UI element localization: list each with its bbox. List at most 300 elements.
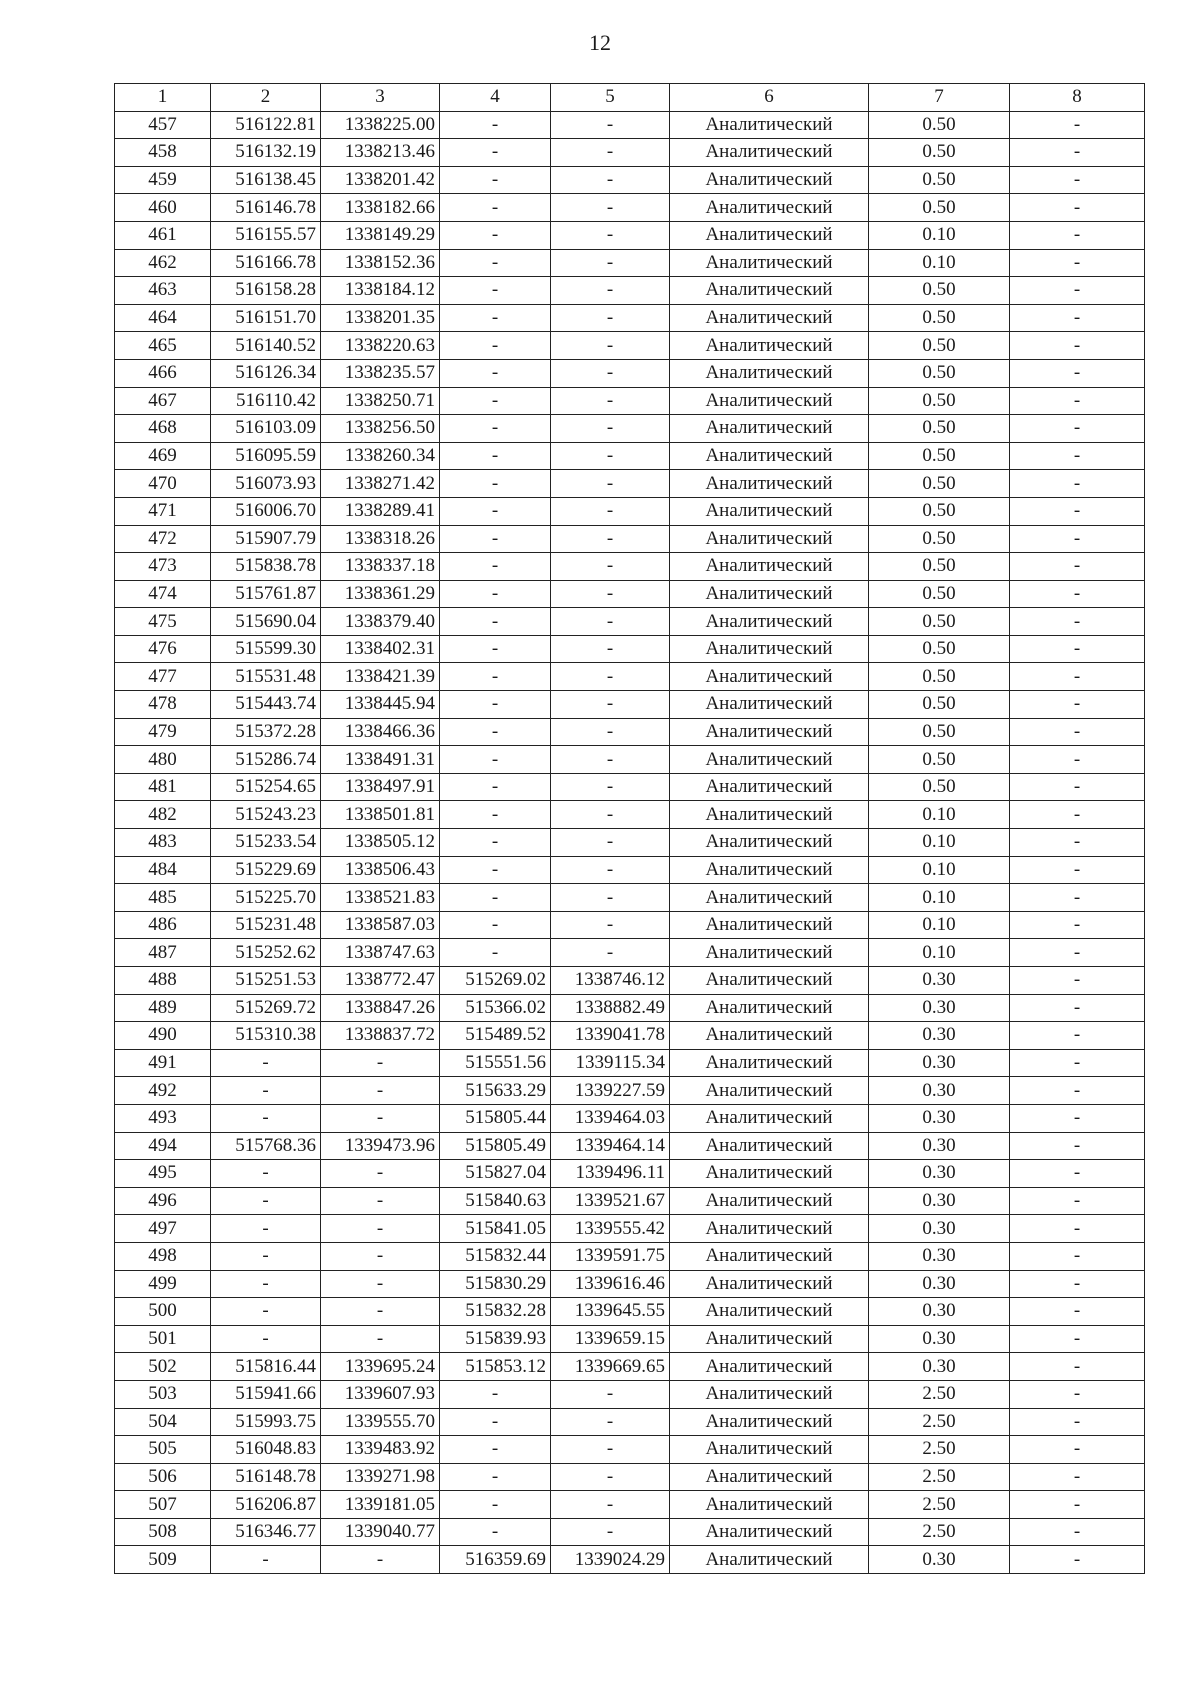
accuracy-cell: 0.30 (869, 1270, 1010, 1298)
note-cell: - (1010, 359, 1145, 387)
point-number-cell: 462 (115, 249, 211, 277)
accuracy-cell: 0.10 (869, 911, 1010, 939)
table-row (115, 1077, 1145, 1105)
accuracy-cell: 0.10 (869, 249, 1010, 277)
x-coordinate-alt-cell: 515832.44 (440, 1242, 551, 1270)
table-row (115, 1270, 1145, 1298)
method-cell: Аналитический (670, 553, 869, 581)
table-row (115, 580, 1145, 608)
method-cell: Аналитический (670, 1077, 869, 1105)
method-cell: Аналитический (670, 470, 869, 498)
y-coordinate-cell: 1338213.46 (321, 139, 440, 167)
point-number-cell: 502 (115, 1353, 211, 1381)
x-coordinate-cell: - (211, 1546, 321, 1574)
point-number-cell: 479 (115, 718, 211, 746)
y-coordinate-alt-cell: - (551, 608, 670, 636)
method-cell: Аналитический (670, 718, 869, 746)
x-coordinate-cell: 515531.48 (211, 663, 321, 691)
table-row (115, 801, 1145, 829)
y-coordinate-cell: 1338201.35 (321, 304, 440, 332)
point-number-cell: 484 (115, 856, 211, 884)
x-coordinate-cell: 516140.52 (211, 332, 321, 360)
accuracy-cell: 2.50 (869, 1518, 1010, 1546)
note-cell: - (1010, 939, 1145, 967)
x-coordinate-cell: 515599.30 (211, 635, 321, 663)
x-coordinate-cell: 515225.70 (211, 884, 321, 912)
note-cell: - (1010, 304, 1145, 332)
y-coordinate-cell: - (321, 1242, 440, 1270)
method-cell: Аналитический (670, 111, 869, 139)
x-coordinate-alt-cell: - (440, 691, 551, 719)
point-number-cell: 482 (115, 801, 211, 829)
table-row (115, 967, 1145, 995)
accuracy-cell: 0.30 (869, 967, 1010, 995)
table-row (115, 139, 1145, 167)
method-cell: Аналитический (670, 194, 869, 222)
y-coordinate-cell: 1338379.40 (321, 608, 440, 636)
x-coordinate-cell: - (211, 1187, 321, 1215)
x-coordinate-alt-cell: - (440, 608, 551, 636)
x-coordinate-cell: 515768.36 (211, 1132, 321, 1160)
table-row (115, 1408, 1145, 1436)
y-coordinate-alt-cell: 1339024.29 (551, 1546, 670, 1574)
table-row (115, 994, 1145, 1022)
note-cell: - (1010, 580, 1145, 608)
x-coordinate-cell: 515761.87 (211, 580, 321, 608)
column-header: 3 (321, 84, 440, 112)
y-coordinate-alt-cell: 1339555.42 (551, 1215, 670, 1243)
x-coordinate-cell: 516146.78 (211, 194, 321, 222)
y-coordinate-cell: 1338402.31 (321, 635, 440, 663)
y-coordinate-cell: - (321, 1546, 440, 1574)
point-number-cell: 500 (115, 1298, 211, 1326)
method-cell: Аналитический (670, 856, 869, 884)
x-coordinate-cell: 516006.70 (211, 497, 321, 525)
y-coordinate-cell: 1338501.81 (321, 801, 440, 829)
y-coordinate-alt-cell: - (551, 801, 670, 829)
point-number-cell: 504 (115, 1408, 211, 1436)
y-coordinate-alt-cell: - (551, 111, 670, 139)
y-coordinate-alt-cell: - (551, 884, 670, 912)
point-number-cell: 501 (115, 1325, 211, 1353)
y-coordinate-cell: 1338271.42 (321, 470, 440, 498)
table-row (115, 746, 1145, 774)
y-coordinate-cell: 1339040.77 (321, 1518, 440, 1546)
point-number-cell: 490 (115, 1022, 211, 1050)
x-coordinate-alt-cell: - (440, 525, 551, 553)
note-cell: - (1010, 691, 1145, 719)
method-cell: Аналитический (670, 580, 869, 608)
note-cell: - (1010, 718, 1145, 746)
point-number-cell: 498 (115, 1242, 211, 1270)
y-coordinate-alt-cell: - (551, 939, 670, 967)
y-coordinate-cell: 1338445.94 (321, 691, 440, 719)
y-coordinate-cell: 1338772.47 (321, 967, 440, 995)
x-coordinate-cell: - (211, 1077, 321, 1105)
note-cell: - (1010, 1242, 1145, 1270)
x-coordinate-alt-cell: - (440, 1491, 551, 1519)
y-coordinate-alt-cell: - (551, 635, 670, 663)
table-row (115, 1436, 1145, 1464)
point-number-cell: 461 (115, 221, 211, 249)
x-coordinate-cell: 515254.65 (211, 773, 321, 801)
method-cell: Аналитический (670, 1353, 869, 1381)
y-coordinate-cell: 1339473.96 (321, 1132, 440, 1160)
method-cell: Аналитический (670, 691, 869, 719)
x-coordinate-alt-cell: - (440, 856, 551, 884)
x-coordinate-cell: - (211, 1298, 321, 1326)
y-coordinate-cell: 1338421.39 (321, 663, 440, 691)
note-cell: - (1010, 1270, 1145, 1298)
x-coordinate-cell: 515231.48 (211, 911, 321, 939)
point-number-cell: 458 (115, 139, 211, 167)
accuracy-cell: 0.30 (869, 1160, 1010, 1188)
accuracy-cell: 0.50 (869, 773, 1010, 801)
table-row (115, 1353, 1145, 1381)
point-number-cell: 503 (115, 1380, 211, 1408)
y-coordinate-alt-cell: - (551, 221, 670, 249)
x-coordinate-alt-cell: - (440, 718, 551, 746)
x-coordinate-cell: 516132.19 (211, 139, 321, 167)
note-cell: - (1010, 1022, 1145, 1050)
x-coordinate-cell: 515907.79 (211, 525, 321, 553)
table-row (115, 884, 1145, 912)
accuracy-cell: 2.50 (869, 1408, 1010, 1436)
method-cell: Аналитический (670, 1380, 869, 1408)
y-coordinate-alt-cell: - (551, 387, 670, 415)
accuracy-cell: 0.50 (869, 608, 1010, 636)
y-coordinate-alt-cell: - (551, 746, 670, 774)
point-number-cell: 478 (115, 691, 211, 719)
x-coordinate-alt-cell: - (440, 1463, 551, 1491)
x-coordinate-cell: 516126.34 (211, 359, 321, 387)
table-row (115, 553, 1145, 581)
note-cell: - (1010, 1160, 1145, 1188)
column-header: 5 (551, 84, 670, 112)
point-number-cell: 506 (115, 1463, 211, 1491)
y-coordinate-alt-cell: - (551, 1380, 670, 1408)
y-coordinate-alt-cell: 1338746.12 (551, 967, 670, 995)
x-coordinate-alt-cell: 515551.56 (440, 1049, 551, 1077)
y-coordinate-alt-cell: - (551, 332, 670, 360)
x-coordinate-alt-cell: - (440, 801, 551, 829)
note-cell: - (1010, 497, 1145, 525)
y-coordinate-cell: 1338220.63 (321, 332, 440, 360)
note-cell: - (1010, 608, 1145, 636)
x-coordinate-alt-cell: 515805.44 (440, 1104, 551, 1132)
y-coordinate-cell: 1338182.66 (321, 194, 440, 222)
note-cell: - (1010, 746, 1145, 774)
point-number-cell: 488 (115, 967, 211, 995)
x-coordinate-alt-cell: - (440, 194, 551, 222)
x-coordinate-alt-cell: 515366.02 (440, 994, 551, 1022)
note-cell: - (1010, 884, 1145, 912)
note-cell: - (1010, 442, 1145, 470)
accuracy-cell: 0.50 (869, 691, 1010, 719)
accuracy-cell: 0.30 (869, 1077, 1010, 1105)
accuracy-cell: 0.10 (869, 801, 1010, 829)
accuracy-cell: 0.10 (869, 221, 1010, 249)
x-coordinate-alt-cell: - (440, 635, 551, 663)
accuracy-cell: 0.50 (869, 442, 1010, 470)
y-coordinate-cell: 1338250.71 (321, 387, 440, 415)
x-coordinate-cell: - (211, 1160, 321, 1188)
point-number-cell: 489 (115, 994, 211, 1022)
y-coordinate-cell: - (321, 1298, 440, 1326)
y-coordinate-cell: 1338318.26 (321, 525, 440, 553)
y-coordinate-cell: 1338225.00 (321, 111, 440, 139)
point-number-cell: 485 (115, 884, 211, 912)
note-cell: - (1010, 1546, 1145, 1574)
table-row (115, 1022, 1145, 1050)
x-coordinate-alt-cell: 515805.49 (440, 1132, 551, 1160)
x-coordinate-alt-cell: - (440, 277, 551, 305)
point-number-cell: 496 (115, 1187, 211, 1215)
accuracy-cell: 0.30 (869, 1132, 1010, 1160)
table-header-row (115, 84, 1145, 112)
note-cell: - (1010, 1049, 1145, 1077)
method-cell: Аналитический (670, 1104, 869, 1132)
note-cell: - (1010, 829, 1145, 857)
table-body (115, 111, 1145, 1573)
accuracy-cell: 0.50 (869, 387, 1010, 415)
x-coordinate-alt-cell: - (440, 111, 551, 139)
point-number-cell: 460 (115, 194, 211, 222)
x-coordinate-cell: 515252.62 (211, 939, 321, 967)
x-coordinate-cell: 516158.28 (211, 277, 321, 305)
method-cell: Аналитический (670, 387, 869, 415)
y-coordinate-cell: 1338256.50 (321, 415, 440, 443)
method-cell: Аналитический (670, 1022, 869, 1050)
method-cell: Аналитический (670, 249, 869, 277)
y-coordinate-cell: - (321, 1049, 440, 1077)
point-number-cell: 486 (115, 911, 211, 939)
accuracy-cell: 0.50 (869, 746, 1010, 774)
note-cell: - (1010, 415, 1145, 443)
table-row (115, 415, 1145, 443)
y-coordinate-cell: 1338587.03 (321, 911, 440, 939)
note-cell: - (1010, 663, 1145, 691)
table-row (115, 221, 1145, 249)
point-number-cell: 505 (115, 1436, 211, 1464)
y-coordinate-cell: - (321, 1104, 440, 1132)
accuracy-cell: 0.50 (869, 277, 1010, 305)
x-coordinate-cell: - (211, 1049, 321, 1077)
y-coordinate-cell: 1338361.29 (321, 580, 440, 608)
method-cell: Аналитический (670, 994, 869, 1022)
y-coordinate-alt-cell: 1339669.65 (551, 1353, 670, 1381)
x-coordinate-cell: 516346.77 (211, 1518, 321, 1546)
note-cell: - (1010, 1132, 1145, 1160)
method-cell: Аналитический (670, 166, 869, 194)
x-coordinate-alt-cell: - (440, 911, 551, 939)
method-cell: Аналитический (670, 1491, 869, 1519)
x-coordinate-alt-cell: - (440, 773, 551, 801)
table-row (115, 387, 1145, 415)
x-coordinate-alt-cell: - (440, 221, 551, 249)
y-coordinate-cell: 1338337.18 (321, 553, 440, 581)
point-number-cell: 507 (115, 1491, 211, 1519)
x-coordinate-cell: 516206.87 (211, 1491, 321, 1519)
y-coordinate-alt-cell: - (551, 194, 670, 222)
x-coordinate-cell: 515993.75 (211, 1408, 321, 1436)
y-coordinate-alt-cell: - (551, 773, 670, 801)
point-number-cell: 469 (115, 442, 211, 470)
table-row (115, 249, 1145, 277)
note-cell: - (1010, 1408, 1145, 1436)
y-coordinate-alt-cell: 1339645.55 (551, 1298, 670, 1326)
column-header: 8 (1010, 84, 1145, 112)
accuracy-cell: 0.30 (869, 994, 1010, 1022)
point-number-cell: 492 (115, 1077, 211, 1105)
y-coordinate-alt-cell: - (551, 249, 670, 277)
point-number-cell: 476 (115, 635, 211, 663)
y-coordinate-alt-cell: 1339041.78 (551, 1022, 670, 1050)
x-coordinate-cell: 515816.44 (211, 1353, 321, 1381)
x-coordinate-alt-cell: 516359.69 (440, 1546, 551, 1574)
point-number-cell: 495 (115, 1160, 211, 1188)
y-coordinate-cell: 1338505.12 (321, 829, 440, 857)
y-coordinate-cell: 1339483.92 (321, 1436, 440, 1464)
note-cell: - (1010, 332, 1145, 360)
y-coordinate-alt-cell: - (551, 553, 670, 581)
y-coordinate-cell: 1339271.98 (321, 1463, 440, 1491)
note-cell: - (1010, 470, 1145, 498)
method-cell: Аналитический (670, 1270, 869, 1298)
x-coordinate-cell: 515443.74 (211, 691, 321, 719)
note-cell: - (1010, 635, 1145, 663)
table-row (115, 1491, 1145, 1519)
x-coordinate-cell: 516138.45 (211, 166, 321, 194)
note-cell: - (1010, 773, 1145, 801)
table-row (115, 1298, 1145, 1326)
y-coordinate-alt-cell: - (551, 1518, 670, 1546)
accuracy-cell: 0.30 (869, 1022, 1010, 1050)
table-row (115, 111, 1145, 139)
y-coordinate-alt-cell: 1339591.75 (551, 1242, 670, 1270)
note-cell: - (1010, 1104, 1145, 1132)
point-number-cell: 475 (115, 608, 211, 636)
accuracy-cell: 0.50 (869, 663, 1010, 691)
column-header: 4 (440, 84, 551, 112)
method-cell: Аналитический (670, 1187, 869, 1215)
point-number-cell: 473 (115, 553, 211, 581)
table-row (115, 304, 1145, 332)
method-cell: Аналитический (670, 967, 869, 995)
accuracy-cell: 0.50 (869, 470, 1010, 498)
method-cell: Аналитический (670, 884, 869, 912)
method-cell: Аналитический (670, 139, 869, 167)
note-cell: - (1010, 994, 1145, 1022)
accuracy-cell: 0.50 (869, 497, 1010, 525)
accuracy-cell: 0.10 (869, 856, 1010, 884)
method-cell: Аналитический (670, 801, 869, 829)
y-coordinate-cell: 1338260.34 (321, 442, 440, 470)
y-coordinate-cell: 1338184.12 (321, 277, 440, 305)
table-row (115, 359, 1145, 387)
note-cell: - (1010, 1491, 1145, 1519)
y-coordinate-cell: 1339181.05 (321, 1491, 440, 1519)
accuracy-cell: 0.30 (869, 1049, 1010, 1077)
accuracy-cell: 0.30 (869, 1298, 1010, 1326)
table-row (115, 635, 1145, 663)
note-cell: - (1010, 1215, 1145, 1243)
table-row (115, 1132, 1145, 1160)
page-number: 12 (589, 30, 611, 55)
method-cell: Аналитический (670, 1408, 869, 1436)
note-cell: - (1010, 1436, 1145, 1464)
x-coordinate-cell: 516155.57 (211, 221, 321, 249)
y-coordinate-alt-cell: - (551, 359, 670, 387)
table-row (115, 1104, 1145, 1132)
y-coordinate-cell: 1339607.93 (321, 1380, 440, 1408)
y-coordinate-cell: 1338201.42 (321, 166, 440, 194)
point-number-cell: 493 (115, 1104, 211, 1132)
x-coordinate-alt-cell: - (440, 415, 551, 443)
note-cell: - (1010, 139, 1145, 167)
x-coordinate-alt-cell: 515853.12 (440, 1353, 551, 1381)
column-header: 6 (670, 84, 869, 112)
x-coordinate-cell: - (211, 1325, 321, 1353)
note-cell: - (1010, 194, 1145, 222)
y-coordinate-cell: 1338506.43 (321, 856, 440, 884)
point-number-cell: 474 (115, 580, 211, 608)
y-coordinate-cell: 1338152.36 (321, 249, 440, 277)
x-coordinate-alt-cell: - (440, 497, 551, 525)
y-coordinate-cell: - (321, 1187, 440, 1215)
point-number-cell: 499 (115, 1270, 211, 1298)
point-number-cell: 483 (115, 829, 211, 857)
table-row (115, 277, 1145, 305)
note-cell: - (1010, 553, 1145, 581)
y-coordinate-alt-cell: - (551, 1408, 670, 1436)
accuracy-cell: 0.50 (869, 525, 1010, 553)
table-row (115, 1187, 1145, 1215)
accuracy-cell: 0.50 (869, 166, 1010, 194)
x-coordinate-cell: 516110.42 (211, 387, 321, 415)
y-coordinate-cell: 1338149.29 (321, 221, 440, 249)
point-number-cell: 487 (115, 939, 211, 967)
table-row (115, 332, 1145, 360)
y-coordinate-alt-cell: - (551, 718, 670, 746)
x-coordinate-alt-cell: - (440, 939, 551, 967)
method-cell: Аналитический (670, 221, 869, 249)
accuracy-cell: 0.30 (869, 1104, 1010, 1132)
x-coordinate-cell: 515229.69 (211, 856, 321, 884)
y-coordinate-alt-cell: 1339521.67 (551, 1187, 670, 1215)
x-coordinate-cell: - (211, 1104, 321, 1132)
y-coordinate-alt-cell: - (551, 470, 670, 498)
x-coordinate-cell: 516103.09 (211, 415, 321, 443)
accuracy-cell: 0.50 (869, 304, 1010, 332)
point-number-cell: 463 (115, 277, 211, 305)
note-cell: - (1010, 1077, 1145, 1105)
point-number-cell: 470 (115, 470, 211, 498)
y-coordinate-alt-cell: - (551, 304, 670, 332)
y-coordinate-alt-cell: - (551, 415, 670, 443)
point-number-cell: 491 (115, 1049, 211, 1077)
accuracy-cell: 0.50 (869, 194, 1010, 222)
x-coordinate-alt-cell: - (440, 829, 551, 857)
x-coordinate-cell: - (211, 1270, 321, 1298)
x-coordinate-alt-cell: - (440, 1408, 551, 1436)
x-coordinate-alt-cell: 515827.04 (440, 1160, 551, 1188)
table-row (115, 911, 1145, 939)
x-coordinate-alt-cell: - (440, 470, 551, 498)
x-coordinate-cell: 515286.74 (211, 746, 321, 774)
x-coordinate-cell: - (211, 1215, 321, 1243)
point-number-cell: 477 (115, 663, 211, 691)
